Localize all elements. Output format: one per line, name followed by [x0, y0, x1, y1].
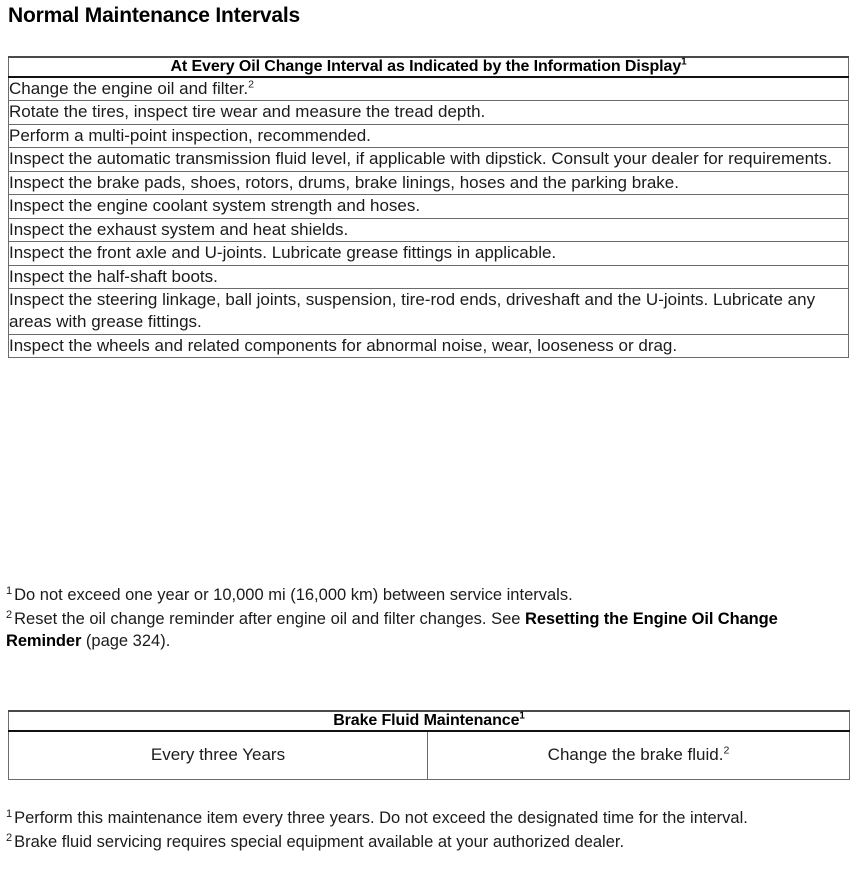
maintenance-item-label: Inspect the wheels and related components for abnormal noise, wear, looseness or drag.	[9, 335, 678, 355]
maintenance-intervals-table	[8, 56, 849, 358]
footnote-reference-link[interactable]: Resetting the Engine Oil Change Reminder	[6, 610, 778, 650]
table-row	[9, 77, 849, 101]
maintenance-item-cell	[9, 101, 849, 124]
table-row	[9, 218, 849, 241]
brake-table-head	[9, 711, 850, 731]
maintenance-item-cell	[9, 265, 849, 288]
maintenance-item-cell	[9, 334, 849, 357]
table-row	[9, 195, 849, 218]
brake-table-header-row	[9, 711, 850, 731]
table-row	[9, 288, 849, 334]
table-row	[9, 124, 849, 147]
brake-table-body	[9, 731, 850, 780]
brake-footnotes	[6, 808, 852, 857]
table-row	[9, 171, 849, 194]
maintenance-item-cell	[9, 242, 849, 265]
footnote-marker: 2	[6, 608, 13, 621]
maintenance-item-label: Rotate the tires, inspect tire wear and measure the tread depth.	[9, 102, 486, 122]
footnote	[6, 832, 852, 853]
brake-fluid-maintenance-table	[8, 710, 850, 780]
page-title: Normal Maintenance Intervals	[8, 4, 300, 27]
brake-table-header-label: Brake Fluid Maintenance	[333, 712, 520, 729]
footnote-text: Do not exceed one year or 10,000 mi (16,000 km) between service intervals.	[14, 586, 573, 604]
footnote-marker: 2	[6, 831, 13, 844]
maintenance-table-head	[9, 57, 849, 77]
footnote-page-reference: (page 324).	[81, 631, 171, 650]
maintenance-item-label: Inspect the engine coolant system strength and hoses.	[9, 196, 421, 216]
maintenance-table-header-label: At Every Oil Change Interval as Indicated by the Information Display	[170, 58, 682, 75]
item-footnote-marker: 2	[248, 78, 254, 91]
brake-interval-label: Every three Years	[150, 745, 286, 764]
table-row	[9, 148, 849, 171]
table-row	[9, 242, 849, 265]
brake-action-cell	[428, 731, 850, 780]
table-header-row	[9, 57, 849, 77]
maintenance-item-label: Change the engine oil and filter.	[9, 79, 249, 98]
maintenance-item-label: Inspect the automatic transmission fluid level, if applicable with dipstick. Consult your dealer for requirements.	[9, 149, 832, 169]
maintenance-item-label: Inspect the half-shaft boots.	[9, 266, 218, 286]
maintenance-table-body	[9, 77, 849, 358]
table-row	[9, 334, 849, 357]
maintenance-item-cell	[9, 218, 849, 241]
brake-table-header-cell	[9, 711, 850, 731]
footnote-marker: 1	[6, 584, 13, 597]
table-row	[9, 101, 849, 124]
footnote-text: Perform this maintenance item every three years. Do not exceed the designated time for the interval.	[14, 809, 748, 827]
footnote	[6, 585, 852, 606]
brake-header-footnote-marker: 1	[519, 710, 525, 722]
footnote	[6, 808, 852, 829]
table-row	[9, 731, 850, 780]
footnote-text: Reset the oil change reminder after engine oil and filter changes. See	[14, 610, 526, 629]
maintenance-item-cell	[9, 77, 849, 101]
maintenance-item-label: Inspect the exhaust system and heat shields.	[9, 219, 349, 239]
brake-action-label: Change the brake fluid.	[547, 745, 724, 764]
maintenance-item-cell	[9, 148, 849, 171]
maintenance-item-label: Perform a multi-point inspection, recommended.	[9, 125, 371, 145]
maintenance-item-cell	[9, 288, 849, 334]
footnote-text: Brake fluid servicing requires special equipment available at your authorized dealer.	[14, 833, 625, 852]
table-row	[9, 265, 849, 288]
header-footnote-marker: 1	[681, 56, 687, 68]
brake-action-footnote-marker: 2	[723, 744, 730, 757]
maintenance-table-header-cell	[9, 57, 849, 77]
maintenance-item-cell	[9, 124, 849, 147]
footnote	[6, 609, 852, 652]
maintenance-item-cell	[9, 195, 849, 218]
maintenance-footnotes	[6, 585, 852, 655]
maintenance-item-cell	[9, 171, 849, 194]
maintenance-item-label: Inspect the steering linkage, ball joints, suspension, tire-rod ends, driveshaft and the U-joints. Lubricate any areas with grease fittings.	[9, 289, 816, 332]
brake-interval-cell	[9, 731, 428, 780]
maintenance-item-label: Inspect the brake pads, shoes, rotors, drums, brake linings, hoses and the parking brake.	[9, 172, 679, 192]
footnote-marker: 1	[6, 807, 13, 820]
maintenance-item-label: Inspect the front axle and U-joints. Lubricate grease fittings in applicable.	[9, 243, 557, 263]
